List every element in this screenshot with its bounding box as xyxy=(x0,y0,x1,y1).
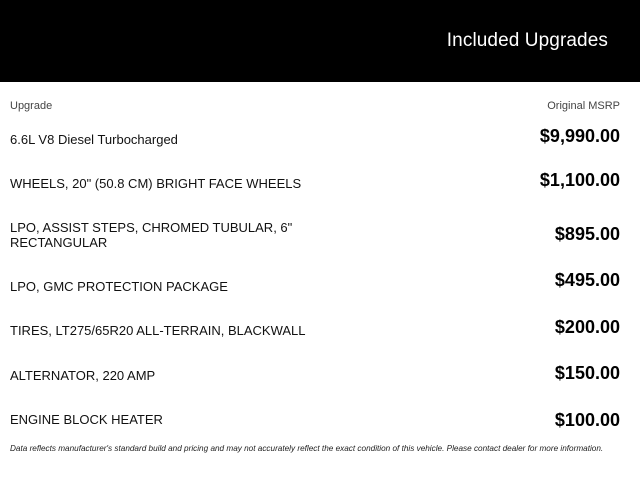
upgrade-name: LPO, GMC PROTECTION PACKAGE xyxy=(10,279,228,294)
page-title: Included Upgrades xyxy=(446,30,608,51)
upgrade-price: $200.00 xyxy=(554,317,620,337)
upgrade-name: TIRES, LT275/65R20 ALL-TERRAIN, BLACKWALL xyxy=(10,323,306,338)
upgrade-price: $895.00 xyxy=(554,224,620,244)
upgrade-price: $1,100.00 xyxy=(539,170,620,190)
upgrade-name: LPO, ASSIST STEPS, CHROMED TUBULAR, 6" RECTANGULAR xyxy=(10,220,293,250)
header-bar xyxy=(0,0,640,82)
upgrade-name: ALTERNATOR, 220 AMP xyxy=(10,368,156,383)
upgrade-price: $100.00 xyxy=(554,410,620,430)
upgrade-price: $9,990.00 xyxy=(539,126,620,146)
upgrade-price: $495.00 xyxy=(554,270,620,290)
column-header-upgrade: Upgrade xyxy=(10,100,53,112)
disclaimer-text: Data reflects manufacturer's standard build and pricing and may not accurately reflect the exact condition of this vehicle. Please contact dealer for more information. xyxy=(10,444,604,453)
upgrade-name: ENGINE BLOCK HEATER xyxy=(10,412,163,427)
upgrade-name: WHEELS, 20" (50.8 CM) BRIGHT FACE WHEELS xyxy=(10,176,302,191)
upgrade-price: $150.00 xyxy=(554,363,620,383)
upgrade-name: 6.6L V8 Diesel Turbocharged xyxy=(10,132,178,147)
column-header-msrp: Original MSRP xyxy=(547,100,620,112)
